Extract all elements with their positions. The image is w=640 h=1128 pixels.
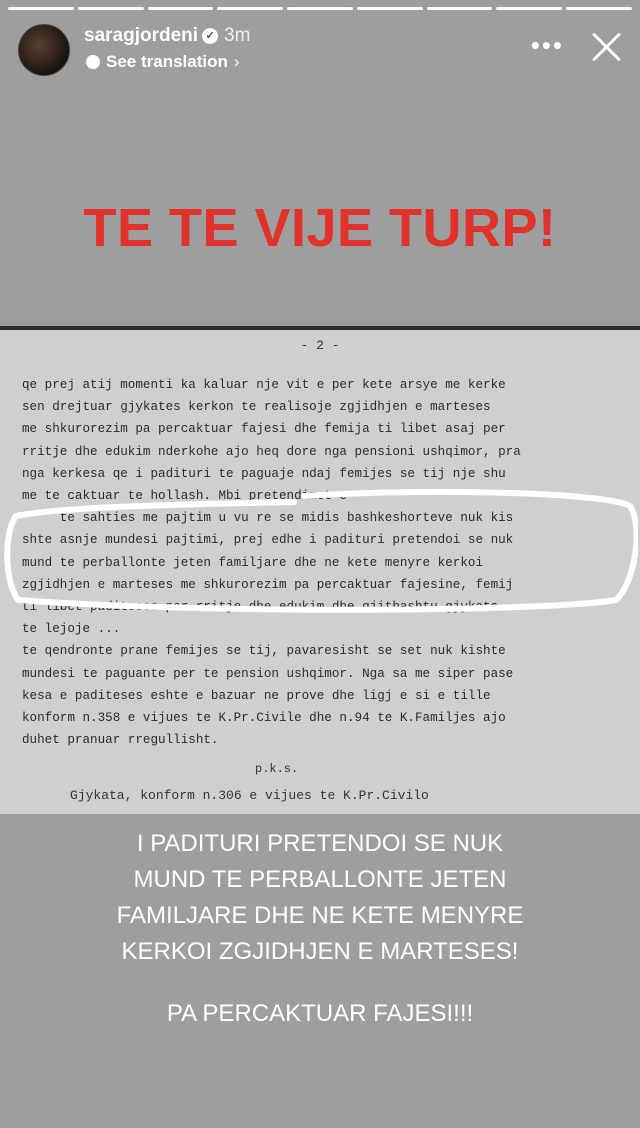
caption-line: KERKOI ZGJIDHJEN E MARTESES! <box>121 938 519 965</box>
progress-segment <box>357 7 423 10</box>
caption-line: MUND TE PERBALLONTE JETEN <box>133 866 507 893</box>
document-line: sen drejtuar gjykates kerkon te realisoje zgjidhjen e marteses <box>22 400 491 415</box>
progress-segment <box>496 7 562 10</box>
progress-segment <box>148 7 214 10</box>
caption-line: FAMILJARE DHE NE KETE MENYRE <box>116 902 524 929</box>
document-image <box>0 326 640 814</box>
document-line: shte asnje mundesi pajtimi, prej edhe i padituri pretendoi se nuk <box>22 533 514 548</box>
document-line: te qendronte prane femijes se tij, pavaresisht se set nuk kishte <box>22 644 506 659</box>
progress-segment <box>8 7 74 10</box>
post-time: 3m <box>224 25 251 46</box>
document-line: rritje dhe edukim nderkohe ajo heq dore nga pensioni ushqimor, pra <box>22 444 521 459</box>
caption-line: I PADITURI PRETENDOI SE NUK <box>136 830 504 857</box>
see-translation-button[interactable] <box>86 52 240 72</box>
username-row[interactable] <box>84 25 250 47</box>
chevron-right-icon: › <box>233 52 240 71</box>
progress-segment <box>78 7 144 10</box>
document-line: qe prej atij momenti ka kaluar nje vit e per kete arsye me kerke <box>22 378 506 392</box>
progress-segment <box>566 7 632 10</box>
document-line: kesa e paditeses eshte e bazuar ne prove dhe ligj e si e tille <box>22 688 491 703</box>
document-page-number: - 2 - <box>300 338 340 353</box>
document-signature: p.k.s. <box>255 762 299 776</box>
progress-segment <box>217 7 283 10</box>
story-headline: TE TE VIJE TURP! <box>83 198 557 258</box>
document-line: me te caktuar te hollash. Mbi pretendimet e <box>22 489 347 504</box>
story-header <box>18 22 622 74</box>
story-progress-bar <box>8 7 632 10</box>
document-line: zgjidhjen e marteses me shkurorezim pa percaktuar fajesine, femij <box>22 577 514 592</box>
progress-segment <box>287 7 353 10</box>
avatar[interactable] <box>18 24 70 76</box>
document-line: duhet pranuar rregullisht. <box>22 733 219 748</box>
see-translation-label: See translation <box>106 52 228 71</box>
document-line: te sahties me pajtim u vu re se midis bashkeshorteve nuk kis <box>22 511 514 526</box>
document-line: nga kerkesa qe i padituri te paguaje ndaj femijes se tij nje shu <box>22 466 506 481</box>
more-options-icon[interactable]: ••• <box>530 30 564 60</box>
document-line: me shkurorezim pa percaktuar fajesi dhe femija ti libet asaj per <box>22 422 506 437</box>
story-caption-final: PA PERCAKTUAR FAJESI!!! <box>166 1000 474 1027</box>
close-icon[interactable] <box>590 30 622 62</box>
story-caption <box>0 826 640 970</box>
document-line: ti libet paditeses per rritje dhe edukim dhe gjithashtu gjykata <box>22 600 499 615</box>
document-line: konform n.358 e vijues te K.Pr.Civile dhe n.94 te K.Familjes ajo <box>22 711 506 726</box>
document-line: te lejoje ... <box>22 622 121 637</box>
translate-icon <box>86 55 100 69</box>
document-text <box>22 374 626 751</box>
document-line: mund te perballonte jeten familjare dhe ne kete menyre kerkoi <box>22 555 484 570</box>
document-line: mundesi te paguante per te pension ushqimor. Nga sa me siper pase <box>22 666 514 681</box>
username[interactable]: saragjordeni <box>84 25 199 46</box>
verified-badge-icon: ✓ <box>202 28 218 44</box>
progress-segment <box>427 7 493 10</box>
document-last-line: Gjykata, konform n.306 e vijues te K.Pr.Civilo <box>70 788 429 803</box>
